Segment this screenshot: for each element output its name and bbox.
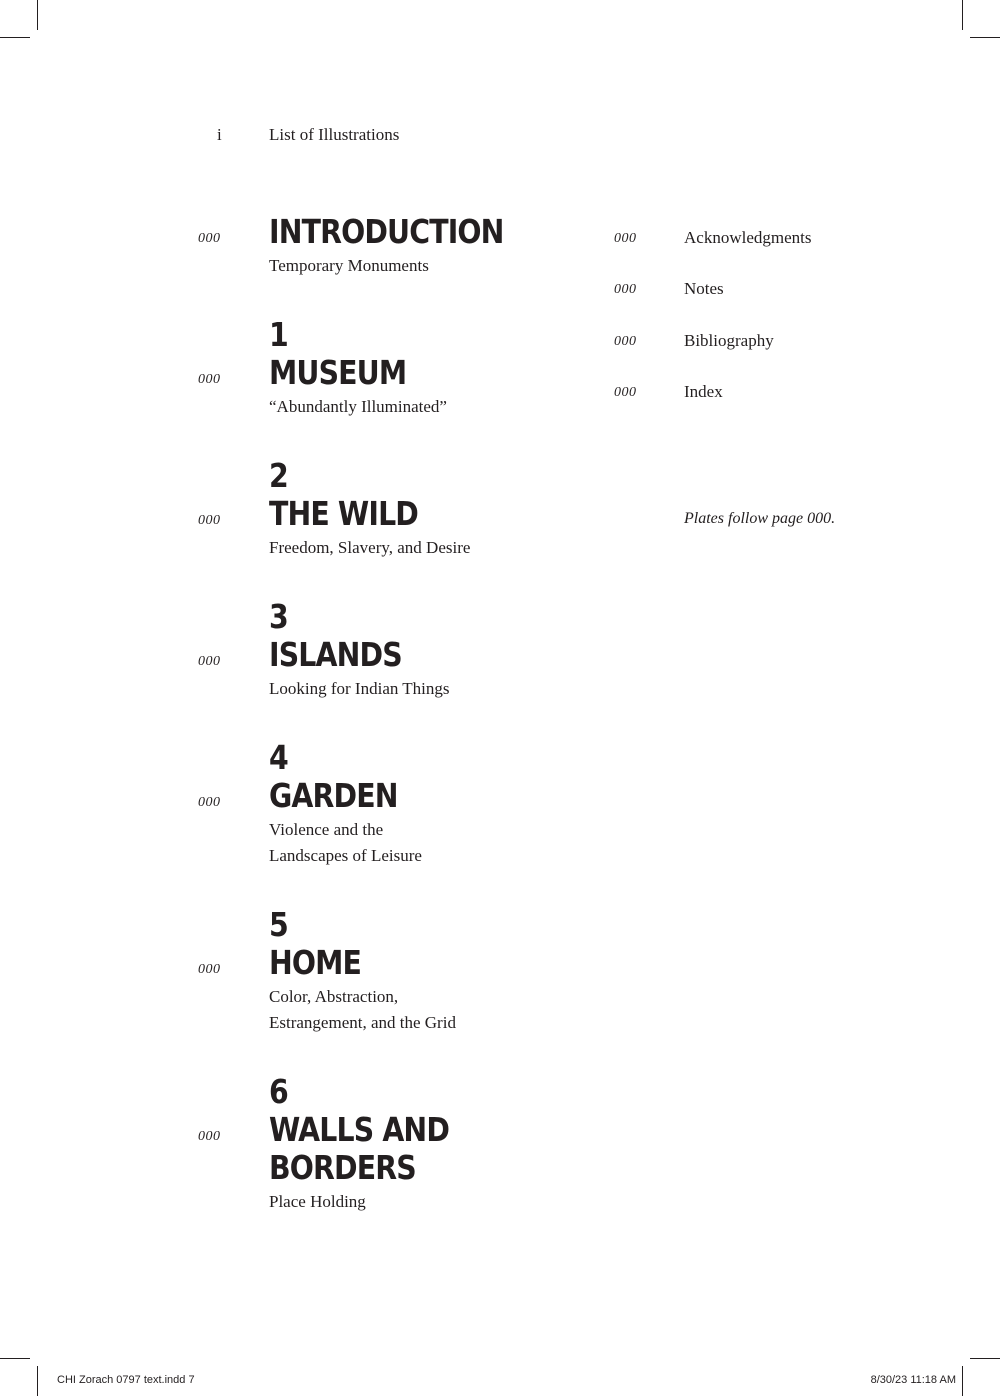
chapter-subtitle: Color, Abstraction, [269,987,399,1006]
chapter-entry[interactable] [269,456,470,561]
list-of-illustrations-entry[interactable]: List of Illustrations [269,125,400,144]
back-matter-page-number: 000 [614,385,637,400]
chapter-number: 1 [269,315,288,354]
back-matter-page-number: 000 [614,282,637,297]
chapter-subtitle: Looking for Indian Things [269,679,450,698]
back-matter-page-number: 000 [614,231,637,246]
chapter-subtitle: Freedom, Slavery, and Desire [269,538,471,557]
chapter-entry[interactable] [269,905,456,1036]
crop-mark [37,0,38,30]
crop-mark [0,1358,30,1359]
chapter-subtitle: Place Holding [269,1192,366,1211]
slug-filename: CHI Zorach 0797 text.indd 7 [57,1374,195,1386]
chapter-entry[interactable] [269,738,422,869]
chapter-number: 5 [269,905,288,944]
crop-mark [962,1366,963,1396]
chapter-page-number: 000 [198,513,221,528]
back-matter-acknowledgments[interactable]: Acknowledgments [684,228,812,247]
crop-mark [962,0,963,30]
back-matter-notes[interactable]: Notes [684,279,724,298]
chapter-subtitle: “Abundantly Illuminated” [269,397,447,416]
crop-mark [37,1366,38,1396]
chapter-entry[interactable] [269,597,450,702]
back-matter-bibliography[interactable]: Bibliography [684,331,774,350]
crop-mark [970,1358,1000,1359]
chapter-page-number: 000 [198,372,221,387]
chapter-subtitle: Violence and the [269,820,384,839]
folio: i [217,125,222,144]
chapter-title: INTRODUCTION [269,212,504,251]
chapter-subtitle: Landscapes of Leisure [269,846,422,865]
plates-note: Plates follow page 000. [684,510,836,527]
chapter-page-number: 000 [198,231,221,246]
chapter-page-number: 000 [198,795,221,810]
back-matter-index[interactable]: Index [684,382,723,401]
chapter-page-number: 000 [198,962,221,977]
chapter-number: 2 [269,456,288,495]
slug-date: 8/30/23 11:18 AM [870,1374,956,1386]
chapter-subtitle: Estrangement, and the Grid [269,1013,456,1032]
chapter-title: GARDEN [269,776,398,815]
chapter-page-number: 000 [198,654,221,669]
crop-mark [0,37,30,38]
chapter-title: ISLANDS [269,635,402,674]
crop-mark [970,37,1000,38]
chapter-entry[interactable] [269,213,542,279]
chapter-title: HOME [269,943,362,982]
chapter-title: BORDERS [269,1148,416,1187]
chapter-number: 6 [269,1072,288,1111]
back-matter-page-number: 000 [614,334,637,349]
chapter-title: WALLS AND [269,1110,450,1149]
chapter-title: MUSEUM [269,353,407,392]
chapter-number: 3 [269,597,288,636]
chapter-entry[interactable] [269,1072,478,1215]
chapter-subtitle: Temporary Monuments [269,256,429,275]
chapter-number: 4 [269,738,288,777]
chapter-page-number: 000 [198,1129,221,1144]
chapter-title: THE WILD [269,494,419,533]
chapter-entry[interactable] [269,315,447,420]
